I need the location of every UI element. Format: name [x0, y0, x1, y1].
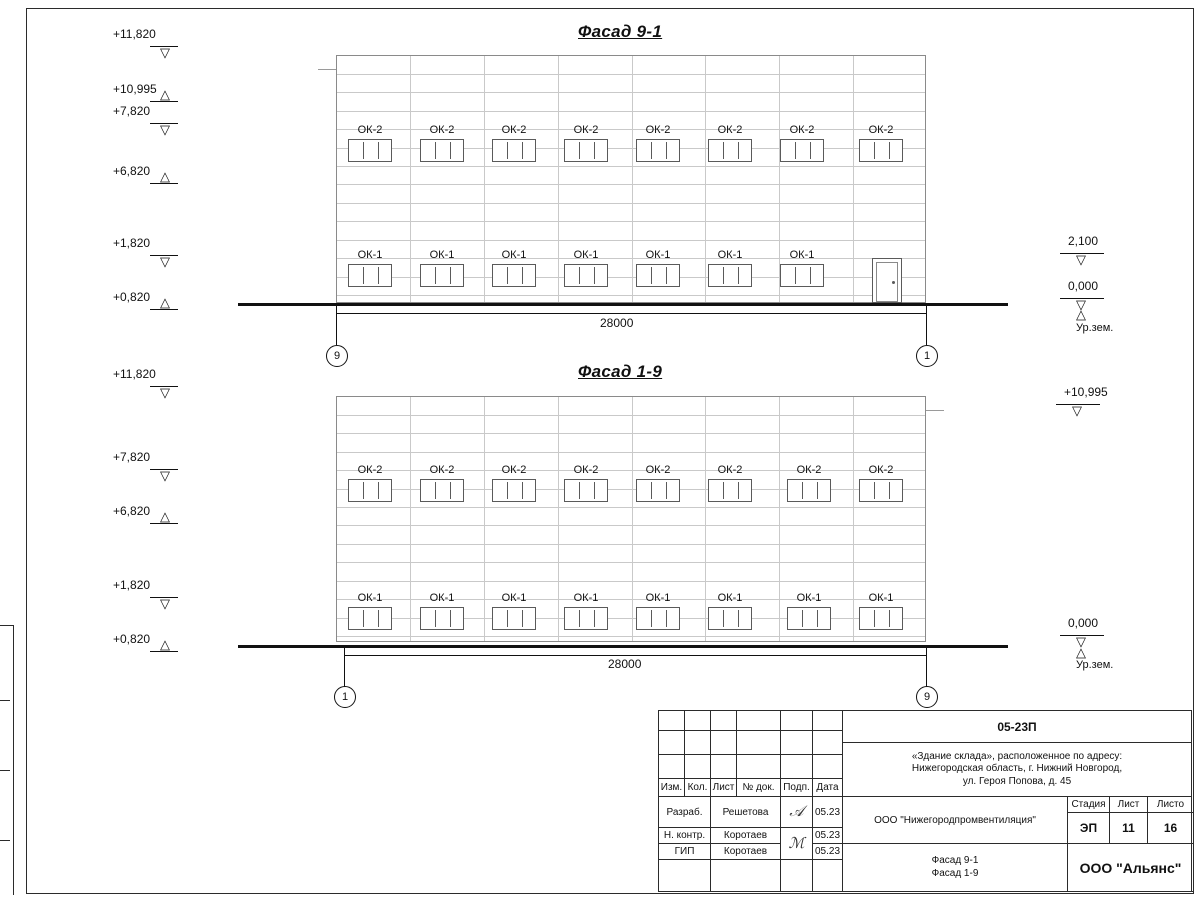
- stamp-sheet-header: Лист: [1110, 797, 1148, 813]
- drawing-sheet: Фасад 9-1 ОК-2 ОК-2 ОК-2 ОК-2 ОК-2 ОК-2 ОК-2 ОК-2 ОК-1 ОК-1 ОК-1 ОК-1 ОК-1 ОК-1 ОК-1 28000 9 1 +11,820 ▽ +10,995 ▽ +7,820 ▽ +6,820 ▽ +1,820 ▽ +0,820 ▽ 2,100 ▽ 0,000 ▽ ▽ Ур.зем. Фасад 1-9 ОК-2 ОК-2 ОК-2 ОК-2 ОК-2 ОК-2 ОК-2 ОК-2 ОК-1 ОК-1 ОК-1 ОК-1 ОК-1 ОК-1 ОК-1 ОК-1 28000 1 9 +11,820 ▽ +7,820 ▽ +6,820 ▽ +1,820 ▽ +0,820 ▽ +10,995 ▽ 0,000 ▽ ▽ Ур.зем. Изм. Кол. Лист № док. Подп. Дата Разраб. Решетова 𝒜 05.23 Н. контр. Коротаев 05.23 ГИП Коротаев 05.23 ℳ 05-23П «Здание склада», расположенное по адресу: Нижегородская область, г. Нижний Новгород, ул. Героя Попова, д. 45 ООО "Нижегородпромвентиляция" Стадия Лист Листо ЭП 11 16 Фасад 9-1 Фасад 1-9 ООО "Альянс": [0, 0, 1200, 900]
- window-label: ОК-2: [717, 464, 743, 476]
- stamp-date-0: 05.23: [813, 797, 843, 828]
- window-label: ОК-2: [796, 464, 822, 476]
- window-label: ОК-1: [573, 592, 599, 604]
- window-ok2: [859, 139, 903, 162]
- entrance-door: [872, 258, 902, 303]
- window-ok2: [780, 139, 824, 162]
- stamp-object-line-2: Нижегородская область, г. Нижний Новгород,: [911, 763, 1123, 775]
- window-ok2: [492, 479, 536, 502]
- window-label: ОК-2: [789, 124, 815, 136]
- window-ok1: [708, 607, 752, 630]
- level-label: +1,820: [113, 236, 151, 250]
- stamp-code: 05-23П: [843, 711, 1191, 743]
- axis-marker-left: 1: [334, 686, 356, 708]
- dimension-value: 28000: [600, 316, 634, 330]
- window-ok2: [420, 139, 464, 162]
- dimension-value: 28000: [608, 657, 642, 671]
- level-label: +0,820: [113, 290, 151, 304]
- window-ok1: [636, 607, 680, 630]
- window-label: ОК-2: [868, 464, 894, 476]
- window-label: ОК-1: [501, 249, 527, 261]
- level-label: +10,995: [1064, 385, 1108, 399]
- level-label: +6,820: [113, 164, 151, 178]
- stamp-object: [843, 743, 1191, 797]
- window-label: ОК-2: [717, 124, 743, 136]
- window-label: ОК-2: [501, 464, 527, 476]
- stamp-sheets-header: Листо: [1148, 797, 1193, 813]
- axis-marker-left: 9: [326, 345, 348, 367]
- title-block: [658, 710, 1192, 892]
- window-ok2: [492, 139, 536, 162]
- level-label: 0,000: [1068, 616, 1099, 630]
- window-label: ОК-1: [645, 592, 671, 604]
- window-ok1: [564, 607, 608, 630]
- stamp-sheets-value: 16: [1148, 813, 1193, 844]
- axis-line-right: [926, 645, 927, 689]
- stamp-role-1: Н. контр.: [659, 828, 711, 844]
- window-ok2: [636, 139, 680, 162]
- window-ok1: [420, 607, 464, 630]
- stamp-sheet-title: [843, 844, 1068, 892]
- window-label: ОК-2: [501, 124, 527, 136]
- level-label: +11,820: [113, 27, 156, 41]
- axis-line-left: [336, 303, 337, 345]
- stamp-name-1: Коротаев: [711, 828, 781, 844]
- stamp-customer: ООО "Альянс": [1068, 844, 1193, 892]
- axis-marker-right: 9: [916, 686, 938, 708]
- stamp-name-0: Решетова: [711, 797, 781, 828]
- window-ok2: [708, 139, 752, 162]
- stamp-col-ndok: № док.: [737, 779, 781, 797]
- window-ok1: [420, 264, 464, 287]
- window-label: ОК-1: [357, 592, 383, 604]
- stamp-signature-1: ℳ: [781, 828, 813, 860]
- window-label: ОК-2: [573, 464, 599, 476]
- window-ok2: [636, 479, 680, 502]
- window-label: ОК-2: [573, 124, 599, 136]
- facade-9-1-title: Фасад 9-1: [578, 22, 663, 41]
- stamp-role-0: Разраб.: [659, 797, 711, 828]
- facade-1-9-ground-line: [238, 645, 1008, 648]
- window-ok1: [492, 264, 536, 287]
- level-label: +10,995: [113, 82, 157, 96]
- stamp-name-2: Коротаев: [711, 844, 781, 860]
- window-label: ОК-1: [429, 592, 455, 604]
- window-label: ОК-1: [573, 249, 599, 261]
- stamp-sheet-title-line-1: Фасад 9-1: [931, 855, 979, 866]
- level-label: +11,820: [113, 367, 156, 381]
- window-ok2: [859, 479, 903, 502]
- stamp-col-data: Дата: [813, 779, 843, 797]
- window-ok2: [787, 479, 831, 502]
- window-ok2: [420, 479, 464, 502]
- window-ok1: [787, 607, 831, 630]
- window-label: ОК-2: [868, 124, 894, 136]
- stamp-col-podp: Подп.: [781, 779, 813, 797]
- stamp-stage-value: ЭП: [1068, 813, 1110, 844]
- window-label: ОК-1: [868, 592, 894, 604]
- level-label: +7,820: [113, 104, 151, 118]
- window-label: ОК-1: [357, 249, 383, 261]
- window-label: ОК-2: [429, 464, 455, 476]
- window-label: ОК-1: [429, 249, 455, 261]
- window-ok2: [348, 139, 392, 162]
- axis-line-left: [344, 645, 345, 689]
- stamp-object-line-3: ул. Героя Попова, д. 45: [962, 775, 1072, 787]
- window-ok1: [348, 264, 392, 287]
- window-label: ОК-1: [645, 249, 671, 261]
- window-label: ОК-1: [796, 592, 822, 604]
- window-label: ОК-1: [789, 249, 815, 261]
- stamp-col-kol: Кол.: [685, 779, 711, 797]
- window-label: ОК-2: [645, 464, 671, 476]
- stamp-stage-header: Стадия: [1068, 797, 1110, 813]
- stamp-col-list: Лист: [711, 779, 737, 797]
- window-ok1: [492, 607, 536, 630]
- window-ok1: [780, 264, 824, 287]
- ground-level-label: Ур.зем.: [1076, 659, 1114, 671]
- window-ok1: [636, 264, 680, 287]
- level-label: 2,100: [1068, 234, 1099, 248]
- axis-marker-right: 1: [916, 345, 938, 367]
- window-label: ОК-2: [357, 124, 383, 136]
- window-ok2: [564, 139, 608, 162]
- facade-9-1-parapet-stub: [318, 69, 336, 70]
- stamp-object-line-1: «Здание склада», расположенное по адресу:: [911, 750, 1123, 762]
- window-ok1: [348, 607, 392, 630]
- facade-9-1-ground-line: [238, 303, 1008, 306]
- stamp-role-2: ГИП: [659, 844, 711, 860]
- level-label: +0,820: [113, 632, 151, 646]
- facade-1-9-parapet-stub: [926, 410, 944, 411]
- window-label: ОК-1: [717, 592, 743, 604]
- facade-1-9-title: Фасад 1-9: [578, 362, 663, 381]
- window-label: ОК-1: [501, 592, 527, 604]
- stamp-date-2: 05.23: [813, 844, 843, 860]
- level-label: +6,820: [113, 504, 151, 518]
- dimension-line: [344, 655, 926, 656]
- stamp-organization: ООО "Нижегородпромвентиляция": [843, 797, 1068, 844]
- window-ok1: [564, 264, 608, 287]
- window-ok1: [859, 607, 903, 630]
- window-label: ОК-1: [717, 249, 743, 261]
- axis-line-right: [926, 303, 927, 345]
- window-ok1: [708, 264, 752, 287]
- level-label: 0,000: [1068, 279, 1099, 293]
- facade-1-9-body: [336, 396, 926, 642]
- ground-level-label: Ур.зем.: [1076, 322, 1114, 334]
- dimension-line: [336, 313, 926, 314]
- window-ok2: [708, 479, 752, 502]
- window-label: ОК-2: [357, 464, 383, 476]
- window-ok2: [348, 479, 392, 502]
- stamp-signature-0: 𝒜: [781, 797, 813, 828]
- stamp-col-izm: Изм.: [659, 779, 685, 797]
- level-label: +7,820: [113, 450, 151, 464]
- stamp-sheet-title-line-2: Фасад 1-9: [931, 867, 979, 879]
- stamp-sheet-value: 11: [1110, 813, 1148, 844]
- window-label: ОК-2: [429, 124, 455, 136]
- window-ok2: [564, 479, 608, 502]
- window-label: ОК-2: [645, 124, 671, 136]
- level-label: +1,820: [113, 578, 151, 592]
- stamp-date-1: 05.23: [813, 828, 843, 844]
